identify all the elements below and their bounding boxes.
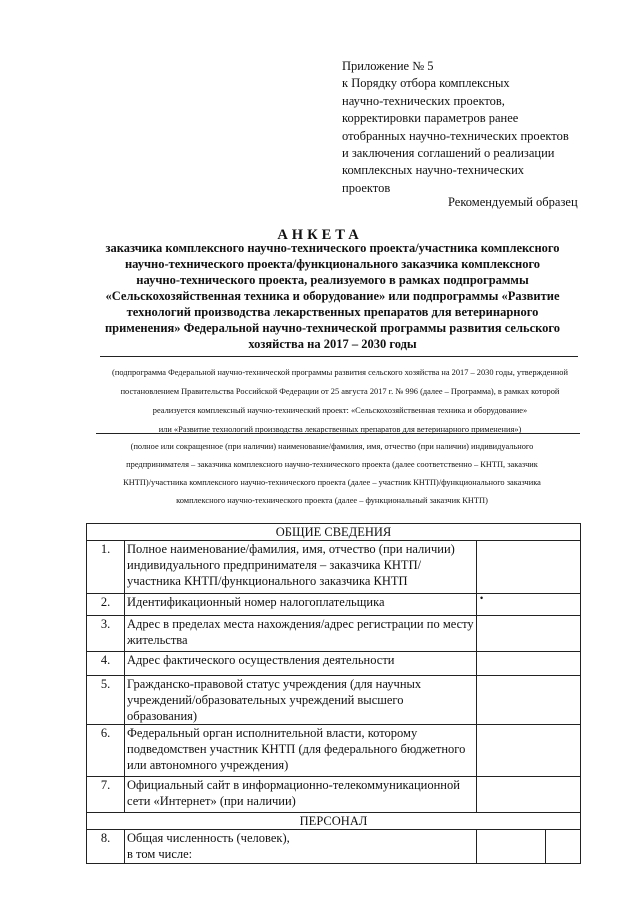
appendix-line: проектов [342,180,391,195]
section-title: ОБЩИЕ СВЕДЕНИЯ [87,524,581,541]
appendix-line: к Порядку отбора комплексных [342,76,510,91]
appendix-line: и заключения соглашений о реализации [342,146,555,161]
recommended-sample-label: Рекомендуемый образец [448,195,578,209]
row-question: Адрес в пределах места нахождения/адрес регистрации по месту жительства [125,616,477,652]
row-number: 8. [87,830,125,864]
hint-line: КНТП)/участника комплексного научно-технического проекта (далее – участник КНТП)/функционального заказчика [123,478,541,487]
table-row [87,594,581,616]
row-question-line: Общая численность (человек), [127,831,290,845]
subtitle-line: научно-технического проекта/функционального заказчика комплексного [124,257,541,271]
answer-cell[interactable] [477,616,581,652]
appendix-line: отобранных научно-технических проектов [342,128,569,143]
appendix-line: корректировки параметров ранее [342,111,519,126]
row-number: 7. [87,777,125,813]
row-number: 5. [87,676,125,725]
table-row [87,777,581,813]
hint-line: или «Развитие технологий производства лекарственных препаратов для ветеринарного применения») [158,425,522,434]
row-number: 4. [87,652,125,676]
row-number: 1. [87,541,125,594]
subtitle-line: технологий производства лекарственных препаратов для ветеринарного [126,305,539,319]
section-header-row [87,524,581,541]
table-row [87,652,581,676]
section-title: ПЕРСОНАЛ [87,813,581,830]
answer-cell-divider [545,830,546,863]
table-row [87,725,581,777]
appendix-reference [342,58,612,197]
appendix-line: Приложение № 5 [342,59,434,73]
answer-cell[interactable] [477,652,581,676]
table-row [87,616,581,652]
table-row [87,830,581,864]
row-number: 6. [87,725,125,777]
row-question: Официальный сайт в информационно-телекоммуникационной сети «Интернет» (при наличии) [125,777,477,813]
row-question: Адрес фактического осуществления деятельности [125,652,477,676]
scan-tick-mark: • [480,593,484,603]
table-row [87,676,581,725]
hint-line: реализуется комплексный научно-технический проект: «Сельскохозяйственная техника и оборудование» [152,406,528,415]
row-question: Полное наименование/фамилия, имя, отчество (при наличии) индивидуального предпринимателя – заказчика КНТП/участника КНТП/функционального заказчика КНТП [125,541,477,594]
applicant-name-fill-line [96,433,580,434]
answer-cell[interactable] [477,777,581,813]
row-number: 2. [87,594,125,616]
answer-cell[interactable] [477,676,581,725]
row-number: 3. [87,616,125,652]
row-question-line: в том числе: [127,847,193,861]
subtitle-line: хозяйства на 2017 – 2030 годы [248,337,417,351]
answer-cell[interactable] [477,541,581,594]
row-question: Гражданско-правовой статус учреждения (для научных учреждений/образовательных учреждений высшего образования) [125,676,477,725]
subtitle-line: заказчика комплексного научно-технического проекта/участника комплексного [105,241,560,255]
subtitle-line: научно-технического проекта, реализуемого в рамках подпрограммы [136,273,529,287]
subtitle-line: «Сельскохозяйственная техника и оборудование» или подпрограммы «Развитие [105,289,560,303]
hint-line: предпринимателя – заказчика комплексного научно-технического проекта (далее соответственно – КНТП, заказчик [126,460,538,469]
hint-line: постановлением Правительства Российской Федерации от 25 августа 2017 г. № 996 (далее – Программа), в рамках которой [120,387,560,396]
questionnaire-table [86,523,581,864]
section-header-row [87,813,581,830]
hint-line: (полное или сокращенное (при наличии) наименование/фамилия, имя, отчество (при наличии) индивидуального [130,442,534,451]
table-row [87,541,581,594]
subtitle-line: применения» Федеральной научно-технической программы развития сельского [104,321,561,335]
answer-cell[interactable] [477,725,581,777]
applicant-name-hint [72,438,592,510]
subprogram-hint [95,363,585,439]
document-subtitle [85,240,580,352]
answer-cell[interactable] [477,594,581,616]
row-question: Идентификационный номер налогоплательщика [125,594,477,616]
appendix-line: научно-технических проектов, [342,93,505,108]
subprogram-fill-line [100,356,578,357]
hint-line: комплексного научно-технического проекта (далее – функциональный заказчик КНТП) [176,496,488,505]
document-title: АНКЕТА [277,227,363,243]
row-question [125,830,477,864]
hint-line: (подпрограмма Федеральной научно-технической программы развития сельского хозяйства на 2017 – 2030 годы, утвержденной [112,368,568,377]
appendix-line: комплексных научно-технических [342,163,525,178]
answer-cell[interactable] [477,830,581,864]
row-question: Федеральный орган исполнительной власти, которому подведомствен участник КНТП (для федерального бюджетного или автономного учреждения) [125,725,477,777]
